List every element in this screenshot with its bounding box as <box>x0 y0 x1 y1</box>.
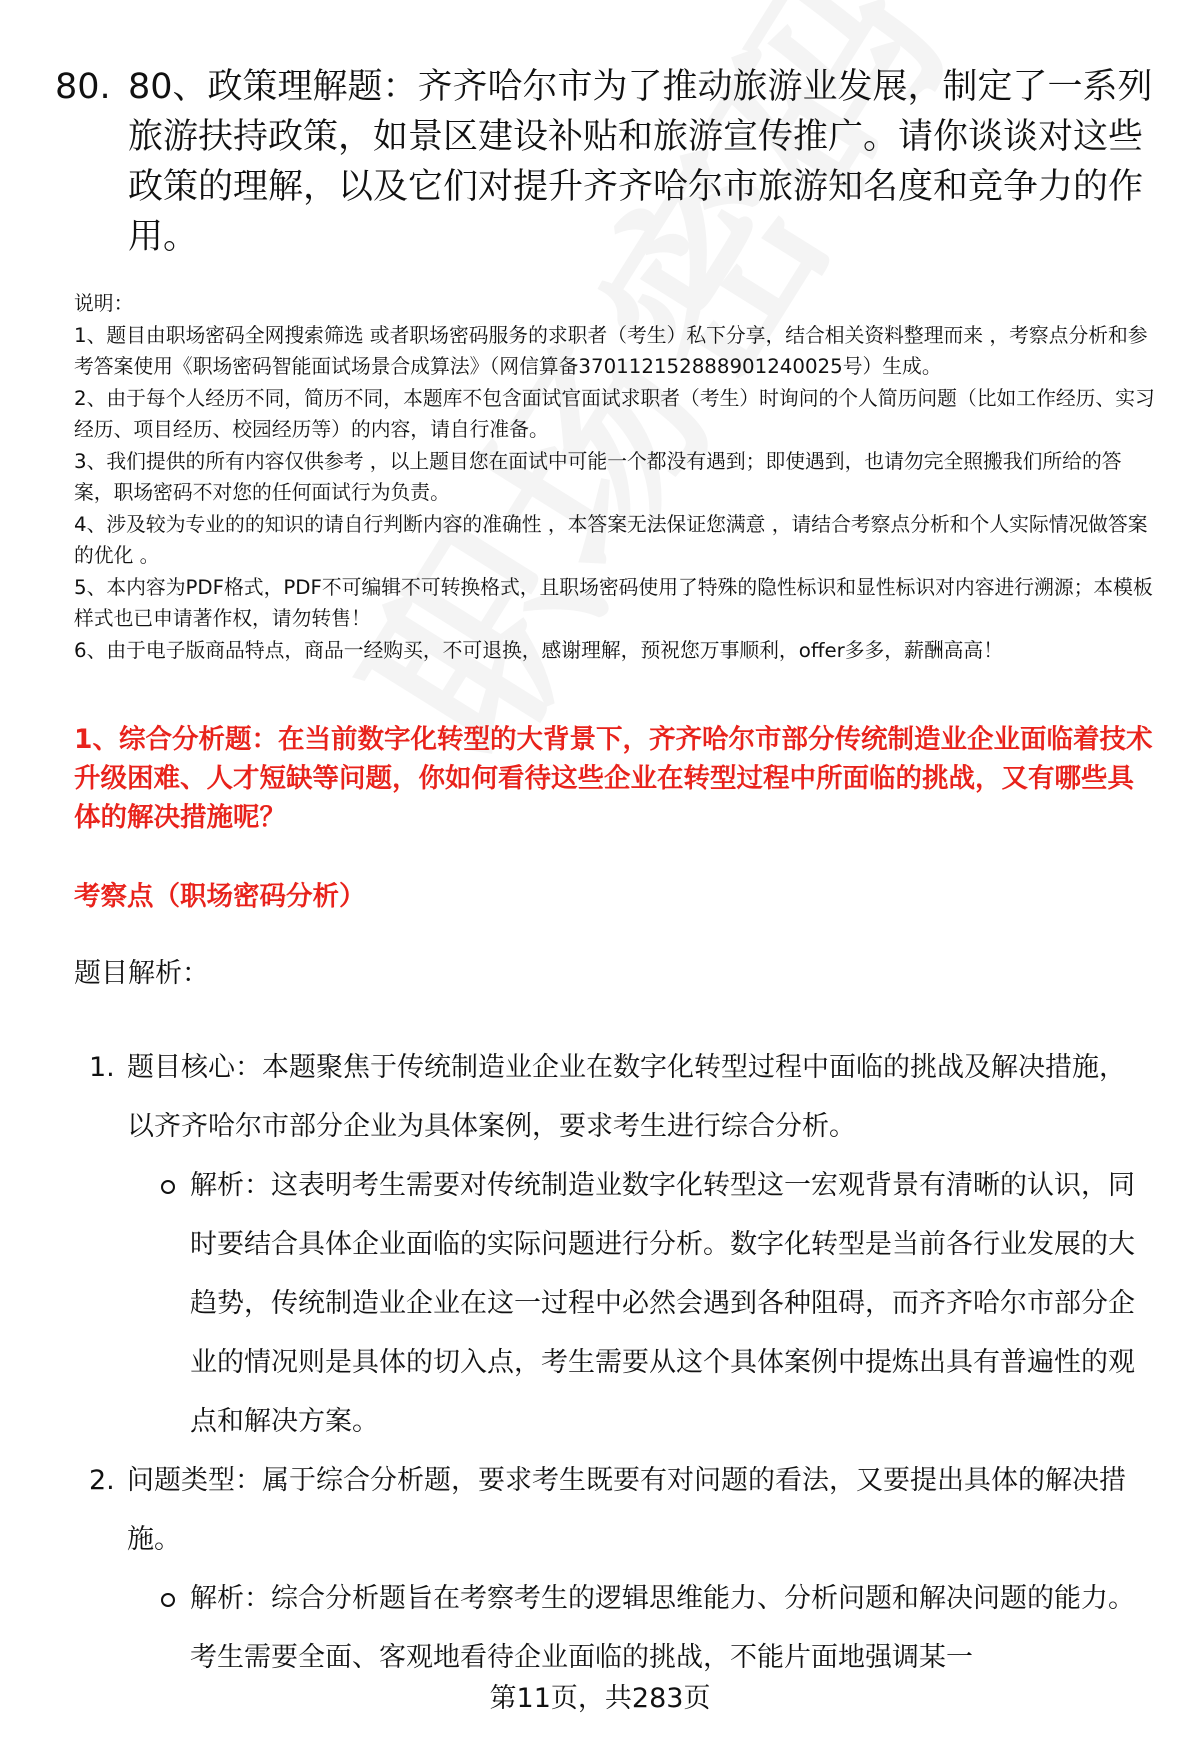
notes-section <box>74 288 1159 666</box>
list-subitem <box>154 1569 1144 1687</box>
note-item: 3、我们提供的所有内容仅供参考 ，以上题目您在面试中可能一个都没有遇到；即使遇到，也请勿完全照搬我们所给的答案，职场密码不对您的任何面试行为负责。 <box>74 449 1122 504</box>
list-item <box>74 1451 1144 1569</box>
notes-title: 说明： <box>74 292 134 315</box>
analysis-list <box>74 1038 1144 1687</box>
list-item-text: 问题类型：属于综合分析题，要求考生既要有对问题的看法，又要提出具体的解决措施。 <box>127 1465 1126 1555</box>
question-number: 80. <box>55 67 111 107</box>
note-item: 2、由于每个人经历不同，简历不同，本题库不包含面试官面试求职者（考生）时询问的个人简历问题（比如工作经历、实习经历、项目经历、校园经历等）的内容，请自行准备。 <box>74 386 1155 441</box>
list-subitem-text: 解析：这表明考生需要对传统制造业数字化转型这一宏观背景有清晰的认识，同时要结合具体企业面临的实际问题进行分析。数字化转型是当前各行业发展的大趋势，传统制造业企业在这一过程中必然会遇到各种阻碍，而齐齐哈尔市部分企业的情况则是具体的切入点，考生需要从这个具体案例中提炼出具有普遍性的观点和解决方案。 <box>190 1170 1135 1437</box>
list-subitem-text: 解析：综合分析题旨在考察考生的逻辑思维能力、分析问题和解决问题的能力。考生需要全面、客观地看待企业面临的挑战，不能片面地强调某一 <box>190 1583 1135 1673</box>
circle-bullet-icon <box>154 1569 190 1687</box>
circle-bullet-icon <box>154 1156 190 1451</box>
list-subitem <box>154 1156 1144 1451</box>
list-item-number: 2. <box>89 1465 115 1496</box>
list-item-text: 题目核心：本题聚焦于传统制造业企业在数字化转型过程中面临的挑战及解决措施，以齐齐哈尔市部分企业为具体案例，要求考生进行综合分析。 <box>127 1052 1126 1142</box>
analysis-title: 题目解析： <box>74 958 209 989</box>
list-item-number: 1. <box>89 1052 115 1083</box>
page-footer: 第11页，共283页 <box>489 1683 711 1714</box>
note-item: 6、由于电子版商品特点，商品一经购买，不可退换，感谢理解，预祝您万事顺利，offer多多，薪酬高高！ <box>74 638 1003 662</box>
section-heading: 1、综合分析题：在当前数字化转型的大背景下，齐齐哈尔市部分传统制造业企业面临着技术升级困难、人才短缺等问题，你如何看待这些企业在转型过程中所面临的挑战，又有哪些具体的解决措施呢？ <box>74 724 1153 833</box>
question-text: 80、政策理解题：齐齐哈尔市为了推动旅游业发展，制定了一系列旅游扶持政策，如景区建设补贴和旅游宣传推广。请你谈谈对这些政策的理解，以及它们对提升齐齐哈尔市旅游知名度和竞争力的作用。 <box>128 67 1153 257</box>
note-item: 4、涉及较为专业的的知识的请自行判断内容的准确性 ，本答案无法保证您满意 ，请结合考察点分析和个人实际情况做答案的优化 。 <box>74 512 1148 567</box>
question-block <box>55 62 1155 262</box>
section-subheading: 考察点（职场密码分析） <box>74 881 366 912</box>
note-item: 5、本内容为PDF格式，PDF不可编辑不可转换格式，且职场密码使用了特殊的隐性标识和显性标识对内容进行溯源；本模板样式也已申请著作权，请勿转售！ <box>74 575 1153 630</box>
list-item <box>74 1038 1144 1156</box>
note-item: 1、题目由职场密码全网搜索筛选 或者职场密码服务的求职者（考生）私下分享，结合相关资料整理而来 ，考察点分析和参考答案使用《职场密码智能面试场景合成算法》（网信算备370112152888901240025号）生成。 <box>74 323 1148 378</box>
